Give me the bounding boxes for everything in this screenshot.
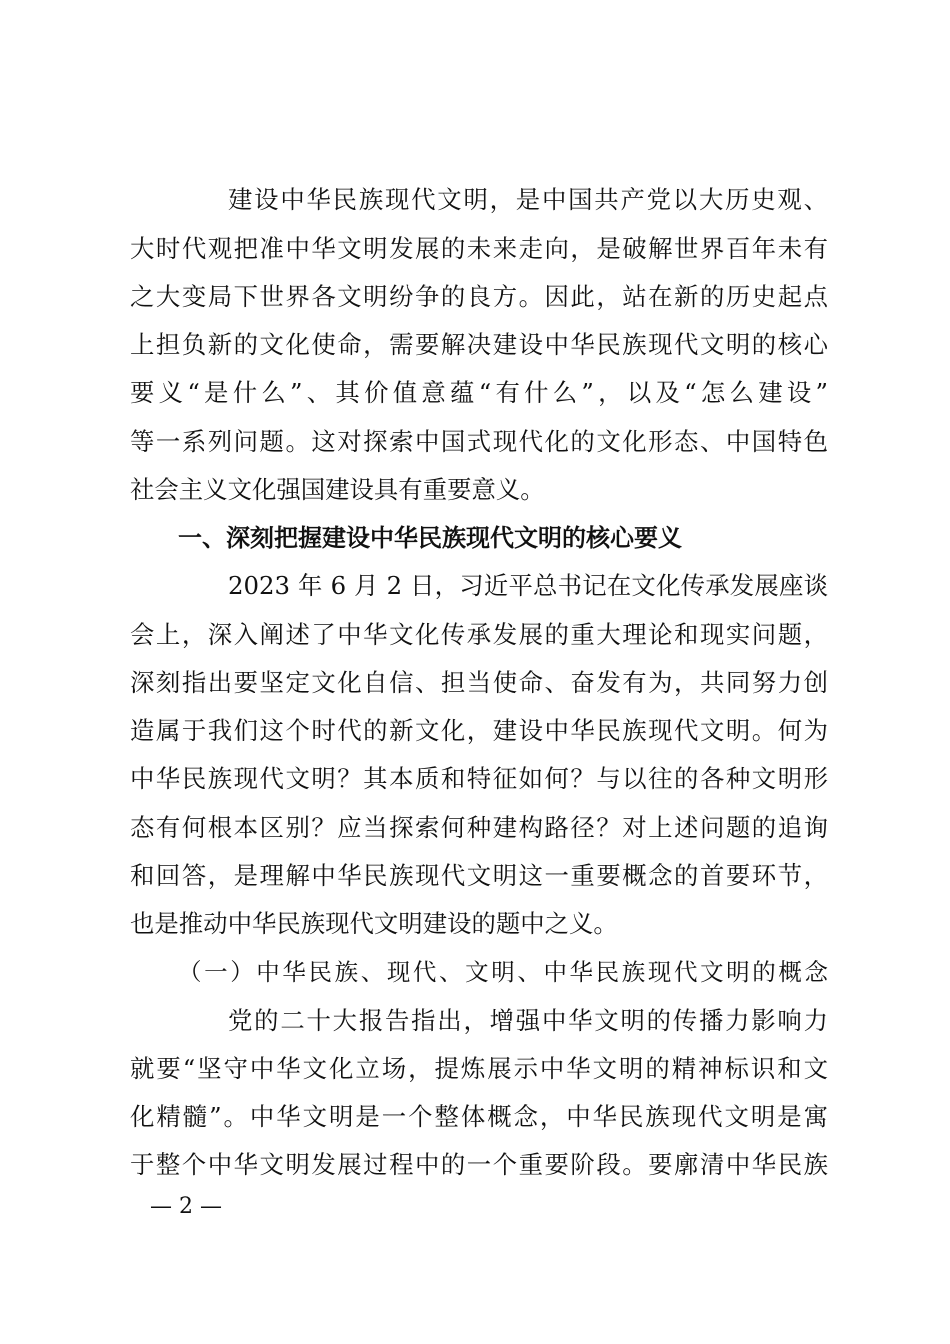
section-heading-1: 一、深刻把握建设中华民族现代文明的核心要义 <box>178 524 682 552</box>
paragraph-2-line-5: 中华民族现代文明？其本质和特征如何？与以往的各种文明形 <box>130 764 828 793</box>
paragraph-1-line-2: 大时代观把准中华文明发展的未来走向，是破解世界百年未有 <box>130 234 828 263</box>
subsection-heading-1: （一）中华民族、现代、文明、中华民族现代文明的概念 <box>178 958 828 986</box>
paragraph-3-line-4: 于整个中华文明发展过程中的一个重要阶段。要廓清中华民族 <box>130 1150 828 1179</box>
paragraph-2-line-2: 会上，深入阐述了中华文化传承发展的重大理论和现实问题， <box>130 620 828 649</box>
paragraph-3-line-2: 就要“坚守中华文化立场，提炼展示中华文明的精神标识和文 <box>130 1054 828 1083</box>
paragraph-2-line-4: 造属于我们这个时代的新文化，建设中华民族现代文明。何为 <box>130 716 828 745</box>
paragraph-1-line-6: 等一系列问题。这对探索中国式现代化的文化形态、中国特色 <box>130 427 828 456</box>
paragraph-1-line-3: 之大变局下世界各文明纷争的良方。因此，站在新的历史起点 <box>130 282 828 311</box>
paragraph-1-line-5: 要义“是什么”、其价值意蕴“有什么”，以及“怎么建设” <box>130 378 828 407</box>
paragraph-1-line-7: 社会主义文化强国建设具有重要意义。 <box>130 475 545 504</box>
paragraph-1-line-4: 上担负新的文化使命，需要解决建设中华民族现代文明的核心 <box>130 330 828 359</box>
paragraph-2-line-6: 态有何根本区别？应当探索何种建构路径？对上述问题的追询 <box>130 813 828 842</box>
paragraph-2-line-8: 也是推动中华民族现代文明建设的题中之义。 <box>130 909 618 938</box>
paragraph-2-line-7: 和回答，是理解中华民族现代文明这一重要概念的首要环节， <box>130 861 828 890</box>
paragraph-3-line-3: 化精髓”。中华文明是一个整体概念，中华民族现代文明是寓 <box>130 1102 828 1131</box>
paragraph-1-line-1: 建设中华民族现代文明，是中国共产党以大历史观、 <box>228 185 828 214</box>
paragraph-3-line-1: 党的二十大报告指出，增强中华文明的传播力影响力 <box>228 1006 828 1035</box>
paragraph-2-line-1: 2023 年 6 月 2 日，习近平总书记在文化传承发展座谈 <box>228 571 828 600</box>
paragraph-2-line-3: 深刻指出要坚定文化自信、担当使命、奋发有为，共同努力创 <box>130 668 828 697</box>
page-number: — 2 — <box>150 1194 222 1219</box>
